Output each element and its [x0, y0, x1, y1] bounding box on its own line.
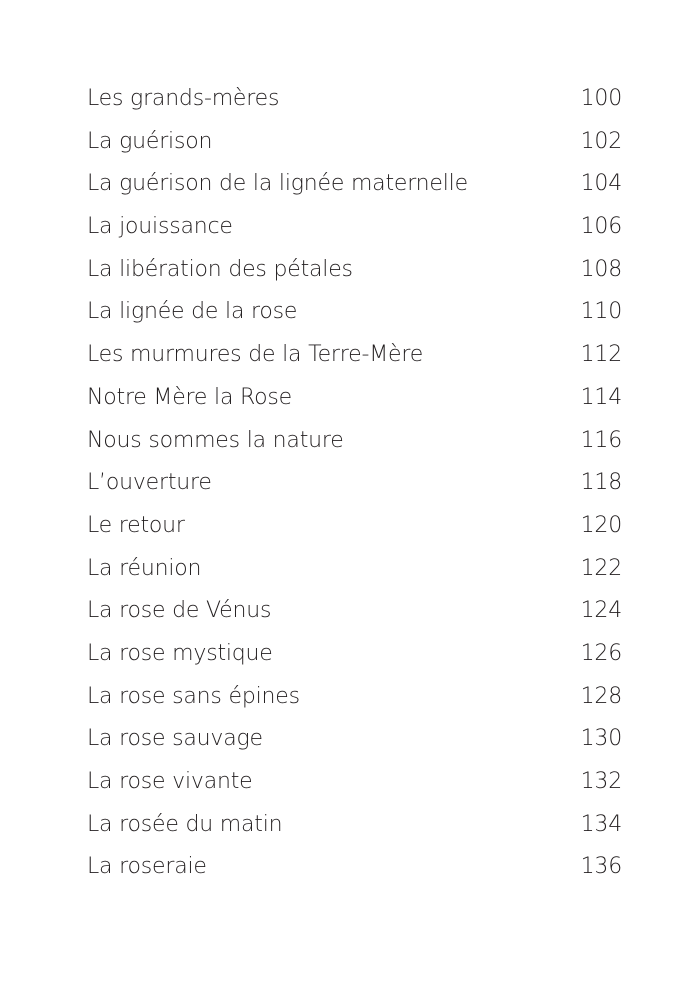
toc-entry-title: La rose de Vénus — [87, 598, 272, 624]
toc-entry-page: 102 — [580, 128, 622, 154]
toc-entry — [87, 761, 622, 804]
toc-entry-title: L’ouverture — [87, 470, 212, 496]
toc-entry — [87, 676, 622, 719]
toc-entry-page: 116 — [580, 427, 622, 453]
toc-entry-title: La rose sans épines — [87, 683, 300, 709]
toc-entry-page: 100 — [580, 86, 622, 111]
toc-entry — [87, 590, 622, 633]
toc-entry — [87, 249, 622, 292]
toc-entry-page: 124 — [580, 598, 622, 624]
toc-entry-page: 114 — [580, 384, 622, 410]
toc-entry-page: 130 — [580, 726, 622, 752]
toc-entry — [87, 78, 622, 121]
toc-entry-page: 112 — [580, 342, 622, 368]
toc-entry-page: 108 — [580, 256, 622, 282]
toc-entry-page: 132 — [580, 769, 622, 794]
toc-entry-title: Les grands-mères — [87, 86, 280, 111]
toc-entry — [87, 548, 622, 591]
toc-entry-page: 118 — [580, 470, 622, 496]
toc-entry-title: Les murmures de la Terre-Mère — [87, 342, 424, 368]
toc-entry — [87, 334, 622, 377]
toc-entry — [87, 846, 622, 889]
toc-entry — [87, 804, 622, 847]
toc-entry-page: 104 — [580, 171, 622, 197]
toc-entry-title: La guérison de la lignée maternelle — [87, 171, 468, 197]
toc-entry-page: 134 — [580, 811, 622, 837]
toc-entry-page: 128 — [580, 683, 622, 709]
toc-entry-page: 126 — [580, 640, 622, 666]
toc-entry-title: La rose vivante — [87, 769, 253, 794]
toc-entry-title: La libération des pétales — [87, 256, 353, 282]
toc-entry — [87, 633, 622, 676]
toc-entry-title: La rose sauvage — [87, 726, 263, 752]
toc-entry — [87, 206, 622, 249]
toc-entry — [87, 718, 622, 761]
toc-entry-page: 110 — [580, 299, 622, 325]
toc-entry-page: 120 — [580, 512, 622, 538]
toc-entry-title: Nous sommes la nature — [87, 427, 344, 453]
toc-entry-title: La rosée du matin — [87, 811, 283, 837]
toc-entry-title: Le retour — [87, 512, 185, 538]
toc-entry — [87, 291, 622, 334]
toc-entry-title: La jouissance — [87, 214, 233, 240]
toc-entry-title: La guérison — [87, 128, 213, 154]
toc-entry — [87, 377, 622, 420]
toc-entry — [87, 462, 622, 505]
toc-entry — [87, 420, 622, 463]
toc-entry-title: La rose mystique — [87, 640, 273, 666]
toc-entry-title: La réunion — [87, 555, 202, 581]
toc-entry — [87, 163, 622, 206]
toc-entry-title: La roseraie — [87, 854, 207, 880]
toc-entry — [87, 121, 622, 164]
toc-entry-page: 122 — [580, 555, 622, 581]
toc-entry-page: 106 — [580, 214, 622, 240]
toc-entry-title: La lignée de la rose — [87, 299, 298, 325]
toc-entry-page: 136 — [580, 854, 622, 880]
table-of-contents — [87, 78, 622, 889]
toc-entry-title: Notre Mère la Rose — [87, 384, 292, 410]
toc-entry — [87, 505, 622, 548]
